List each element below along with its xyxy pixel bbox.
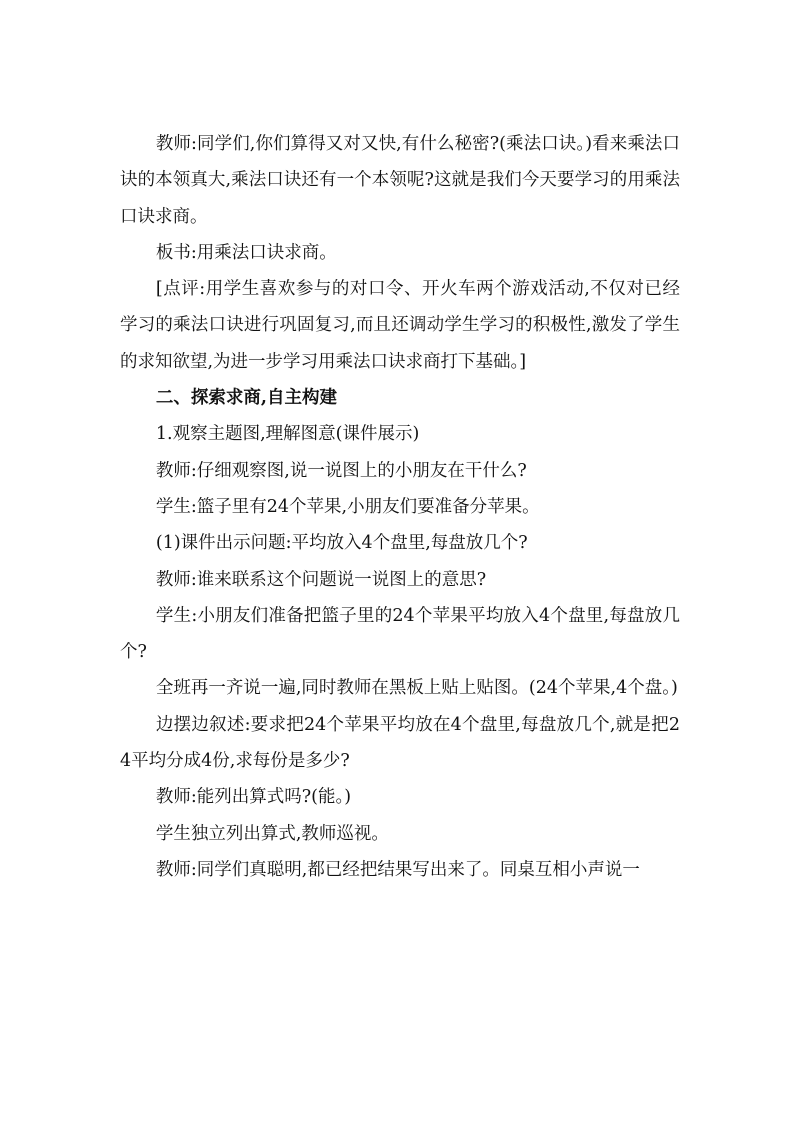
paragraph: [点评:用学生喜欢参与的对口令、开火车两个游戏活动,不仅对已经学习的乘法口诀进行巩固复习,而且还调动学生学习的积极性,激发了学生的求知欲望,为进一步学习用乘法口诀求商打下基础。] xyxy=(120,279,680,372)
section-heading: 二、探索求商,自主构建 xyxy=(155,388,337,409)
paragraph: 教师:能列出算式吗?(能。) xyxy=(155,787,352,808)
paragraph: 教师:同学们,你们算得又对又快,有什么秘密?(乘法口诀。)看来乘法口诀的本领真大,乘法口诀还有一个本领呢?这就是我们今天要学习的用乘法口诀求商。 xyxy=(120,134,680,227)
paragraph: 教师:仔细观察图,说一说图上的小朋友在干什么? xyxy=(155,460,527,481)
paragraph: 学生:小朋友们准备把篮子里的24个苹果平均放入4个盘里,每盘放几个? xyxy=(120,605,680,663)
paragraph: 边摆边叙述:要求把24个苹果平均放在4个盘里,每盘放几个,就是把24平均分成4份,求每份是多少? xyxy=(120,714,680,772)
paragraph: 教师:谁来联系这个问题说一说图上的意思? xyxy=(155,569,487,590)
paragraph: 学生:篮子里有24个苹果,小朋友们要准备分苹果。 xyxy=(155,496,540,517)
paragraph: 板书:用乘法口诀求商。 xyxy=(155,242,337,263)
paragraph: 全班再一齐说一遍,同时教师在黑板上贴上贴图。(24个苹果,4个盘。) xyxy=(155,678,678,699)
paragraph: 教师:同学们真聪明,都已经把结果写出来了。同桌互相小声说一 xyxy=(155,859,640,880)
paragraph: 1.观察主题图,理解图意(课件展示) xyxy=(155,424,420,445)
paragraph: 学生独立列出算式,教师巡视。 xyxy=(155,823,389,844)
paragraph: (1)课件出示问题:平均放入4个盘里,每盘放几个? xyxy=(155,533,528,554)
document-page xyxy=(120,126,680,888)
